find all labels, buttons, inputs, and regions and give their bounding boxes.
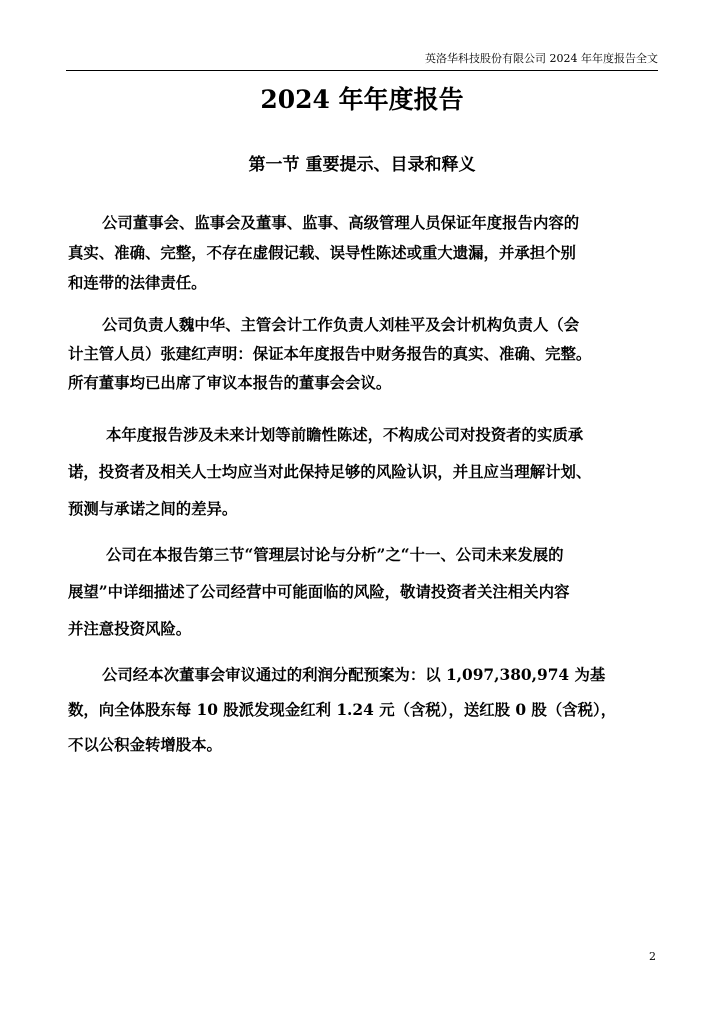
paragraph-line: 真实、准确、完整，不存在虚假记载、误导性陈述或重大遗漏，并承担个别	[68, 244, 576, 262]
section-title: 第一节 重要提示、目录和释义	[248, 155, 476, 175]
paragraph-line: 公司在本报告第三节“管理层讨论与分析”之“十一、公司未来发展的	[106, 546, 564, 564]
page-header	[66, 50, 658, 71]
paragraph-line: 本年度报告涉及未来计划等前瞻性陈述，不构成公司对投资者的实质承	[106, 426, 584, 444]
paragraph-line: 不以公积金转增股本。	[68, 736, 222, 754]
paragraph-forward-looking	[68, 417, 658, 528]
paragraph-line: 公司董事会、监事会及董事、监事、高级管理人员保证年度报告内容的	[102, 214, 580, 232]
paragraph-risk-notice	[68, 537, 658, 648]
paragraph-line: 计主管人员）张建红声明：保证本年度报告中财务报告的真实、准确、完整。	[68, 345, 592, 363]
paragraph-board-guarantee	[68, 208, 658, 298]
paragraph-line: 和连带的法律责任。	[68, 274, 207, 292]
paragraph-responsible-persons	[68, 311, 658, 398]
report-title: 2024 年年度报告	[260, 85, 464, 114]
paragraph-line: 公司负责人魏中华、主管会计工作负责人刘桂平及会计机构负责人（会	[102, 316, 580, 334]
paragraph-line: 诺，投资者及相关人士均应当对此保持足够的风险认识，并且应当理解计划、	[68, 463, 592, 481]
paragraph-line: 公司经本次董事会审议通过的利润分配预案为：以 1,097,380,974 为基	[102, 666, 606, 684]
paragraph-profit-distribution	[68, 658, 658, 763]
paragraph-line: 展望”中详细描述了公司经营中可能面临的风险，敬请投资者关注相关内容	[68, 583, 570, 601]
paragraph-line: 数，向全体股东每 10 股派发现金红利 1.24 元（含税），送红股 0 股（含税），	[68, 701, 617, 719]
paragraph-line: 预测与承诺之间的差异。	[68, 500, 238, 518]
header-text: 英洛华科技股份有限公司 2024 年年度报告全文	[425, 52, 658, 65]
page-number: 2	[649, 950, 656, 963]
paragraph-line: 所有董事均已出席了审议本报告的董事会会议。	[68, 374, 392, 392]
paragraph-line: 并注意投资风险。	[68, 620, 192, 638]
